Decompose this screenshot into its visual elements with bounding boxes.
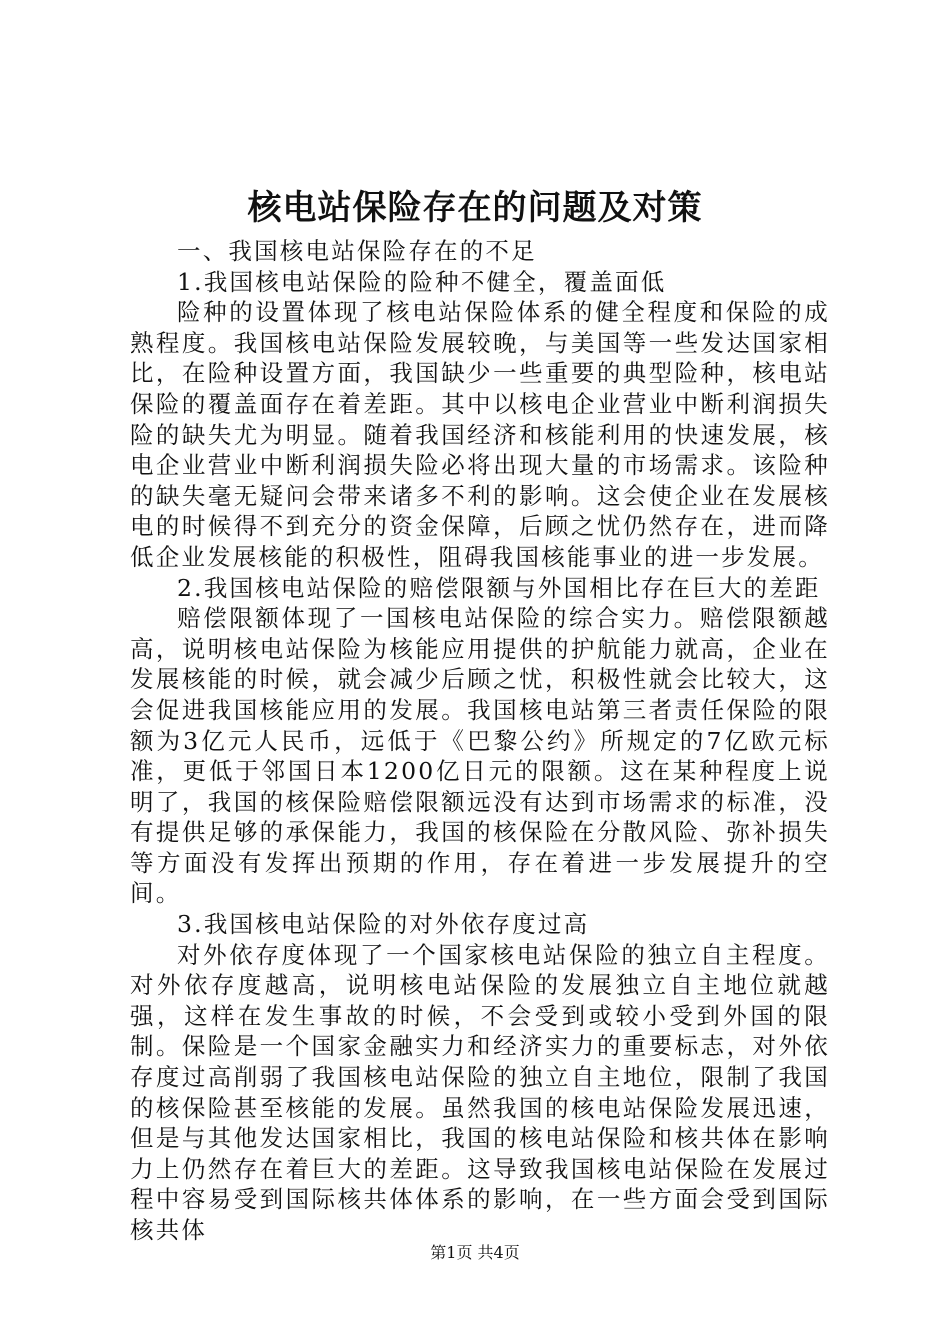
subsection-heading: 2.我国核电站保险的赔偿限额与外国相比存在巨大的差距 — [177, 573, 821, 602]
page-number-footer: 第1页 共4页 — [430, 1243, 520, 1262]
document-body — [130, 236, 830, 1246]
section-heading: 一、我国核电站保险存在的不足 — [177, 237, 537, 265]
document-title: 核电站保险存在的问题及对策 — [247, 188, 703, 228]
subsection-heading: 3.我国核电站保险的对外依存度过高 — [177, 910, 590, 939]
body-paragraph: 险种的设置体现了核电站保险体系的健全程度和保险的成熟程度。我国核电站保险发展较晚，与美国等一些发达国家相比，在险种设置方面，我国缺少一些重要的典型险种，核电站保险的覆盖面存在着差距。其中以核电企业营业中断利润损失险的缺失尤为明显。随着我国经济和核能利用的快速发展，核电企业营业中断利润损失险必将出现大量的市场需求。该险种的缺失毫无疑问会带来诸多不利的影响。这会使企业在发展核电的时候得不到充分的资金保障，后顾之忧仍然存在，进而降低企业发展核能的积极性，阻碍我国核能事业的进一步发展。 — [130, 298, 830, 571]
subsection-heading: 1.我国核电站保险的险种不健全，覆盖面低 — [177, 267, 667, 296]
body-paragraph: 对外依存度体现了一个国家核电站保险的独立自主程度。对外依存度越高，说明核电站保险的发展独立自主地位就越强，这样在发生事故的时候，不会受到或较小受到外国的限制。保险是一个国家金融实力和经济实力的重要标志，对外依存度过高削弱了我国核电站保险的独立自主地位，限制了我国的核保险甚至核能的发展。虽然我国的核电站保险发展迅速，但是与其他发达国家相比，我国的核电站保险和核共体在影响力上仍然存在着巨大的差距。这导致我国核电站保险在发展过程中容易受到国际核共体体系的影响，在一些方面会受到国际核共体 — [130, 940, 830, 1244]
body-paragraph: 赔偿限额体现了一国核电站保险的综合实力。赔偿限额越高，说明核电站保险为核能应用提供的护航能力就高，企业在发展核能的时候，就会减少后顾之忧，积极性就会比较大，这会促进我国核能应用的发展。我国核电站第三者责任保险的限额为3亿元人民币，远低于《巴黎公约》所规定的7亿欧元标准，更低于邻国日本1200亿日元的限额。这在某种程度上说明了，我国的核保险赔偿限额远没有达到市场需求的标准，没有提供足够的承保能力，我国的核保险在分散风险、弥补损失等方面没有发挥出预期的作用，存在着进一步发展提升的空间。 — [130, 604, 830, 908]
